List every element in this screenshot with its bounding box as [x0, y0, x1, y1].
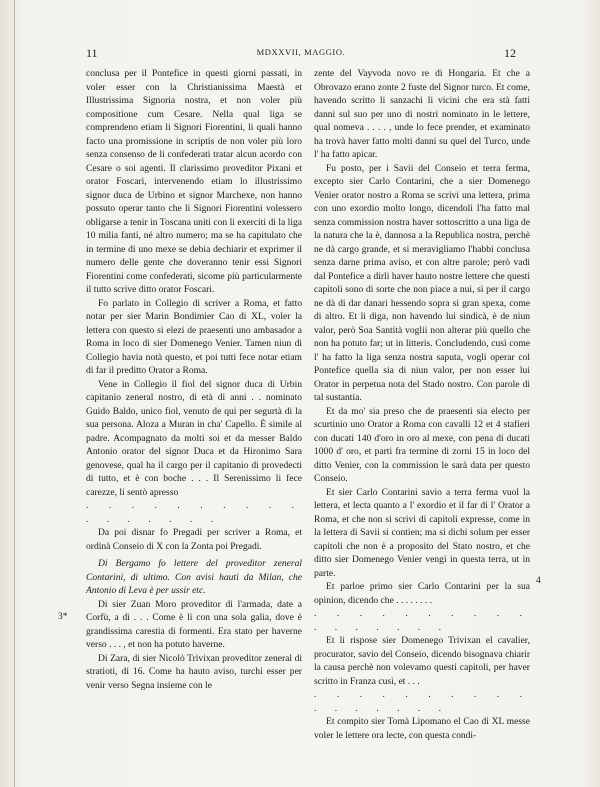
paragraph: Fo parlato in Collegio di scriver a Roma, et fatto notar per sier Marin Bondimier Cao di XL, voler la lettera con questo si elezi de praesenti uno ambasador a Roma in loco di sier Domenego Venier. Tamen niun di Collegio havia notà questo, et poi tutti fece notar etiam di far il preditto Orator a Roma.: [86, 297, 302, 376]
running-title: MDXXVII, MAGGIO.: [256, 47, 346, 57]
paragraph: conclusa per il Pontefice in questi giorni passati, in voler esser con la Christianissima Maestà et Illustrissima Signoria nostra, et non voler più compositione cum Cesare. Nella qual liga se comprendeno etiam li Signori Fiorentini, li quali hanno facto una promissione in scriptis de non voler più loro senza consenso de li confederati tratar alcun acordo con Cesare o soi agenti. Il clarissimo proveditor Pixani et orator Foscari, intervenendo etiam lo illustrissimo signor duca de Urbino et signor Marchexe, non hanno possuto operar tanto che li Signori Fiorentini volessero obligarse a tenir in Toscana uniti con li exerciti di la liga 10 milia fanti, né altro numero; ma se ha capitulato che in termine di uno mexe se debia dechiarir et exprimer il numero delle gente che doveranno tenir essi Signori Fiorentini come confederati, sicome più particularmente il tutto scrive ditto orator Foscari.: [86, 68, 302, 295]
paragraph: Fu posto, per i Savii del Conseio et terra ferma, excepto sier Carlo Contarini, che a sier Domenego Venier orator nostro a Roma se scrivi una lettera, prima con uno exordio molto longo, dicendoli l'ha fatto mal senza commission nostra haver sottoscritto a una liga de la natura che la è, dannosa a la Republica nostra, perchè ne dà cargo grande, et si meravigliamo l'habbi conclusa senza darne prima aviso, et con altre parole; però vadi dal Pontefice a dirli haver hauto nostre lettere che questi capitoli sono di sorte che non piace a nui, sì per il cargo ne dà di dar danari hessendo sopra si gran spexa, come di altro. Et li diga, non havendo lui sindicà, è de niun valor, però Soa Santità voglii non alterar più quello che non ha potuto far; ut in litteris. Concludendo, cusì come l' ha fatto la liga senza nostra saputa, vogli operar col Pontefice quella sia di niun valor, per non esser lui Orator in perpetua nota del Stado nostro. Con parole di tal sustantia.: [314, 162, 530, 403]
margin-note-right: 4: [536, 576, 541, 586]
paragraph: Et li rispose sier Domenego Trivixan el cavalier, procurator, savio del Conseio, dicendo bisognava chiarir la causa perchè non volevamo questi capitoli, per haver scritto in Franza cusì, et . . .: [314, 635, 530, 687]
left-column: [86, 67, 302, 692]
ellipsis-line: . . . . . . . . . . . . . . . . .: [314, 689, 530, 714]
paragraph: Da poi disnar fo Pregadi per scriver a Roma, et ordinà Conseio di X con la Zonta poi Pregadi.: [86, 527, 302, 552]
right-column: [314, 67, 530, 742]
page-number-left: 11: [86, 46, 98, 60]
paragraph: Di Bergamo fo lettere del proveditor zeneral Contarini, di ultimo. Con avisi hauti da Milan, che Antonio di Leva è per ussir etc.: [86, 558, 302, 596]
ellipsis-line: . . . . . . . . . . . . . . . . .: [314, 608, 530, 633]
ellipsis-line: . . . . . . . . . . . . . . . . .: [86, 500, 302, 525]
paragraph: Et sier Carlo Contarini savio a terra ferma vuol la lettera, et lecta quanto a l' exordio et il far di l' Orator a Roma, et che non si scrivi di capitoli expresse, come in la lettera di Savii si contien; ma si dichi solum per esser capitoli che non è a proposito del Stato nostro, et che ditto sier Domenego Venier vengi in questa terra, ut in parte.: [314, 486, 530, 579]
paragraph: zente del Vayvoda novo re di Hongaria. Et che a Obrovazo erano zonte 2 fuste del Signor turco. Et come, havendo scritto li sanzachi li vicini che era stà fatti danni sul suo per uno di nostri nominato in le lettere, qual nomeva . . . . , unde lo fece prender, et examinato ha trovà haver fatto molti danni su quel del Turco, unde l' ha fatto apicar.: [314, 68, 530, 160]
margin-note-left: 3*: [58, 612, 68, 622]
binding-edge: [14, 0, 15, 787]
paragraph: Et da mo' sia preso che de praesenti sia electo per scurtinio uno Orator a Roma con cavalli 12 et 4 stafieri con ducati 140 d'oro in oro al mexe, con pena di ducati 1000 d' oro, et parti fra termine di zorni 15 in loco del ditto Venier, con la commission le sarà data per questo Conseio.: [314, 405, 530, 484]
page-number-right: 12: [504, 46, 516, 60]
paragraph: Di sier Zuan Moro proveditor di l'armada, date a Corfù, a dì . . . Come è lì con una sola galia, dove è grandissima carestia di formenti. Era stato per haverne verso . . . , et non ha potuto haverne.: [86, 598, 302, 650]
paragraph: Et parloe primo sier Carlo Contarini per la sua opinion, dicendo che . . . . . . . .: [314, 581, 530, 606]
paragraph: Et compito sier Tomà Lipomano el Cao di XL messe voler le lettere ora lecte, con questa condi-: [314, 716, 530, 741]
paragraph: Di Zara, di sier Nicolò Trivixan proveditor zeneral di stratioti, di 16. Come ha hauto aviso, turchi esser per venir verso Segna insieme con le: [86, 652, 302, 691]
page-header: [86, 46, 516, 60]
paragraph: Vene in Collegio il fiol del signor duca di Urbin capitanio zeneral nostro, di età di anni . . nominato Guido Baldo, unico fiol, venuto de qui per segurtà di la sua persona. Aloza a Muran in cha' Capello. È simile al padre. Acompagnato da molti soi et da messer Baldo Antonio orator del signor Duca et da Hironimo Sara genovese, qual ha il cargo per il capitanio di provedecti di tutto, et è con boche . . . Il Serenissimo li fece carezze, li sentò apresso: [86, 378, 302, 498]
